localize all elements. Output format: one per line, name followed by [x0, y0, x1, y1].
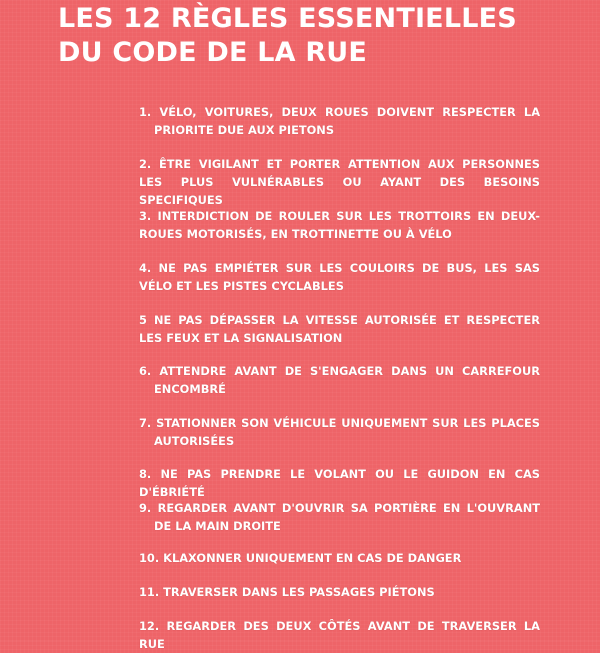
rule-number: 11.	[139, 585, 160, 599]
rule-text: TRAVERSER DANS LES PASSAGES PIÉTONS	[163, 585, 435, 599]
rule-text: STATIONNER SON VÉHICULE UNIQUEMENT SUR LES PLACES AUTORISÉES	[154, 416, 540, 448]
rule-item-2	[139, 155, 540, 209]
rule-item-10	[139, 549, 540, 567]
title-line-2: DU CODE DE LA RUE	[58, 37, 368, 68]
rule-text: KLAXONNER UNIQUEMENT EN CAS DE DANGER	[163, 551, 462, 565]
rule-number: 9.	[139, 501, 152, 515]
rule-number: 3.	[139, 209, 152, 223]
rule-text: INTERDICTION DE ROULER SUR LES TROTTOIRS EN DEUX-ROUES MOTORISÉS, EN TROTTINETTE OU À VÉLO	[139, 209, 540, 241]
page-title	[58, 2, 517, 70]
rule-number: 4.	[139, 261, 152, 275]
rule-item-5	[139, 311, 540, 347]
rule-item-11	[139, 583, 540, 601]
rule-text: NE PAS EMPIÉTER SUR LES COULOIRS DE BUS, LES SAS VÉLO ET LES PISTES CYCLABLES	[139, 261, 540, 293]
rule-text: NE PAS DÉPASSER LA VITESSE AUTORISÉE ET RESPECTER LES FEUX ET LA SIGNALISATION	[139, 313, 541, 345]
rule-item-12	[139, 617, 540, 653]
rule-item-3	[139, 207, 540, 243]
rule-number: 2.	[139, 157, 152, 171]
rule-text: VÉLO, VOITURES, DEUX ROUES DOIVENT RESPECTER LA PRIORITE DUE AUX PIETONS	[154, 105, 541, 137]
rule-item-1	[139, 103, 540, 139]
rule-text: NE PAS PRENDRE LE VOLANT OU LE GUIDON EN CAS D'ÉBRIÉTÉ	[139, 467, 541, 499]
rule-item-4	[139, 259, 540, 295]
rule-item-6	[139, 362, 540, 398]
rule-number: 1.	[139, 105, 152, 119]
rule-number: 8.	[139, 467, 152, 481]
rule-item-9	[139, 499, 540, 535]
title-line-1: LES 12 RÈGLES ESSENTIELLES	[58, 3, 517, 34]
rule-text: REGARDER DES DEUX CÔTÉS AVANT DE TRAVERSER LA RUE	[139, 619, 540, 651]
rule-text: ATTENDRE AVANT DE S'ENGAGER DANS UN CARREFOUR ENCOMBRÉ	[154, 364, 540, 396]
rule-number: 12.	[139, 619, 160, 633]
rule-number: 6.	[139, 364, 152, 378]
rule-item-8	[139, 465, 540, 501]
rule-number: 5	[139, 313, 147, 327]
rule-number: 10.	[139, 551, 160, 565]
rule-number: 7.	[139, 416, 152, 430]
rule-text: ÊTRE VIGILANT ET PORTER ATTENTION AUX PERSONNES LES PLUS VULNÉRABLES OU AYANT DES BESOINS SPECIFIQUES	[139, 157, 541, 207]
rule-text: REGARDER AVANT D'OUVRIR SA PORTIÈRE EN L'OUVRANT DE LA MAIN DROITE	[154, 501, 541, 533]
rule-item-7	[139, 414, 540, 450]
